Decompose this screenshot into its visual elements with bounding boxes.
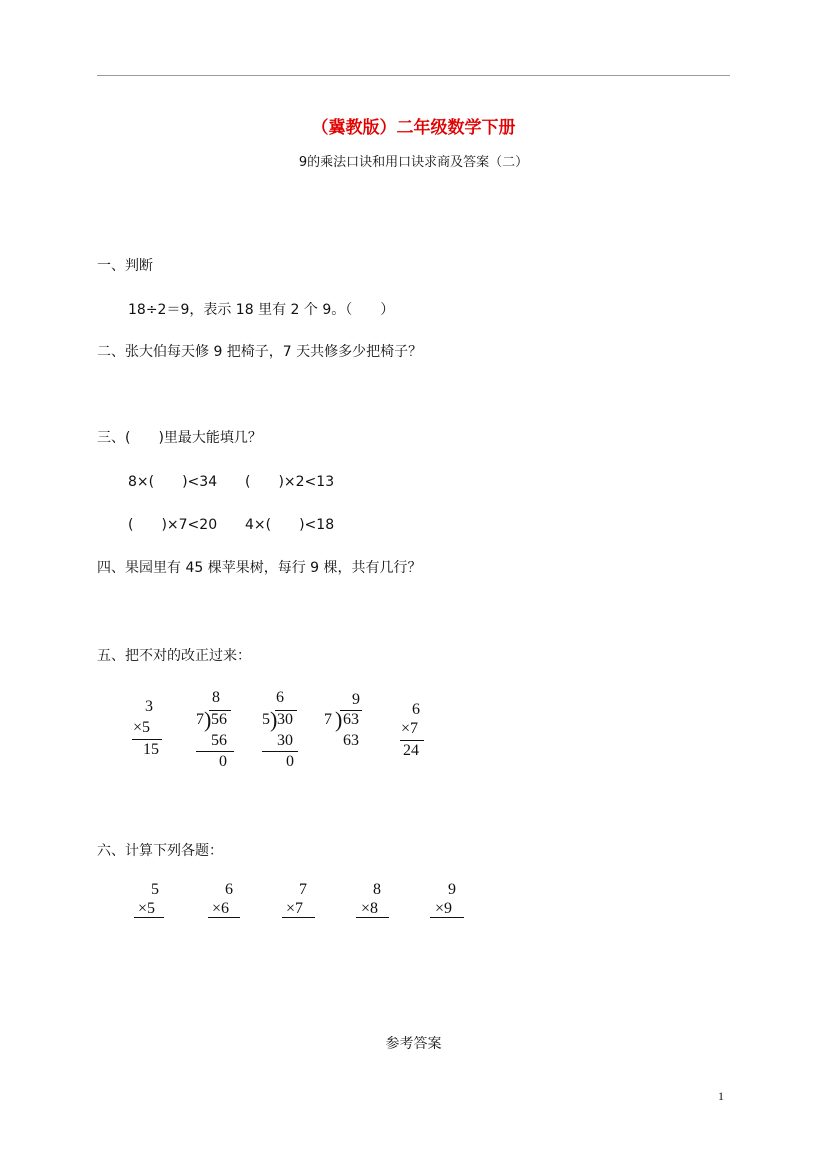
- section6-heading: 六、计算下列各题：: [97, 843, 223, 859]
- p2-bracket: ): [204, 707, 212, 732]
- p3-sub: 30: [277, 732, 293, 749]
- p5-top: 6: [412, 701, 420, 718]
- p1-line: [132, 739, 162, 740]
- p4-divisor: 7: [324, 711, 332, 728]
- document-title: （冀教版）二年级数学下册: [311, 118, 516, 138]
- p3-line: [262, 751, 298, 752]
- p3-dividend: 30: [277, 711, 293, 728]
- p2-divisor: 7: [196, 711, 204, 728]
- answers-title: 参考答案: [385, 1036, 442, 1052]
- s6-2-top: 6: [225, 881, 233, 898]
- section3-item-4: 4×( )<18: [245, 517, 335, 533]
- p3-quotient: 6: [276, 689, 284, 706]
- p1-result: 15: [143, 741, 159, 758]
- s6-5-mult: ×9: [435, 900, 453, 917]
- p5-mult: ×7: [401, 720, 419, 737]
- p4-quotient: 9: [352, 691, 360, 708]
- s6-2-line: [208, 917, 240, 918]
- section3-item-3: ( )×7<20: [128, 517, 218, 533]
- header-rule: [97, 75, 730, 76]
- s6-1-line: [134, 917, 164, 918]
- section3-item-2: ( )×2<13: [245, 474, 335, 490]
- s6-3-mult: ×7: [286, 900, 304, 917]
- p2-rem: 0: [219, 753, 227, 770]
- p2-line: [196, 751, 234, 752]
- p2-dividend: 56: [211, 711, 227, 728]
- section3-item-1: 8×( )<34: [128, 474, 218, 490]
- page-number: 1: [718, 1089, 724, 1103]
- p4-bracket: ): [335, 707, 343, 732]
- s6-1-mult: ×5: [138, 900, 156, 917]
- section1-item: 18÷2＝9，表示 18 里有 2 个 9。（ ）: [128, 302, 395, 318]
- p4-sub: 63: [343, 732, 359, 749]
- section1-heading: 一、判断: [97, 258, 153, 274]
- p2-quotient: 8: [212, 689, 220, 706]
- p4-dividend: 63: [343, 711, 359, 728]
- p5-result: 24: [403, 742, 419, 759]
- section5-heading: 五、把不对的改正过来：: [97, 648, 251, 664]
- p2-sub: 56: [211, 732, 227, 749]
- s6-3-line: [282, 917, 315, 918]
- s6-1-top: 5: [151, 881, 159, 898]
- p3-rem: 0: [286, 753, 294, 770]
- p3-divisor: 5: [262, 711, 270, 728]
- s6-4-top: 8: [373, 881, 381, 898]
- s6-5-top: 9: [448, 881, 456, 898]
- s6-2-mult: ×6: [212, 900, 230, 917]
- s6-3-top: 7: [299, 881, 307, 898]
- section4-heading: 四、果园里有 45 棵苹果树，每行 9 棵，共有几行？: [97, 560, 422, 576]
- s6-5-line: [430, 917, 464, 918]
- document-subtitle: 9的乘法口诀和用口诀求商及答案（二）: [298, 155, 529, 170]
- p1-mult: ×5: [133, 719, 151, 736]
- p3-bracket: ): [270, 707, 278, 732]
- section2-heading: 二、张大伯每天修 9 把椅子，7 天共修多少把椅子？: [97, 344, 423, 360]
- section3-heading: 三、( )里最大能填几？: [97, 430, 262, 446]
- p5-line: [400, 740, 424, 741]
- p1-top: 3: [145, 698, 153, 715]
- s6-4-line: [356, 917, 389, 918]
- s6-4-mult: ×8: [361, 900, 379, 917]
